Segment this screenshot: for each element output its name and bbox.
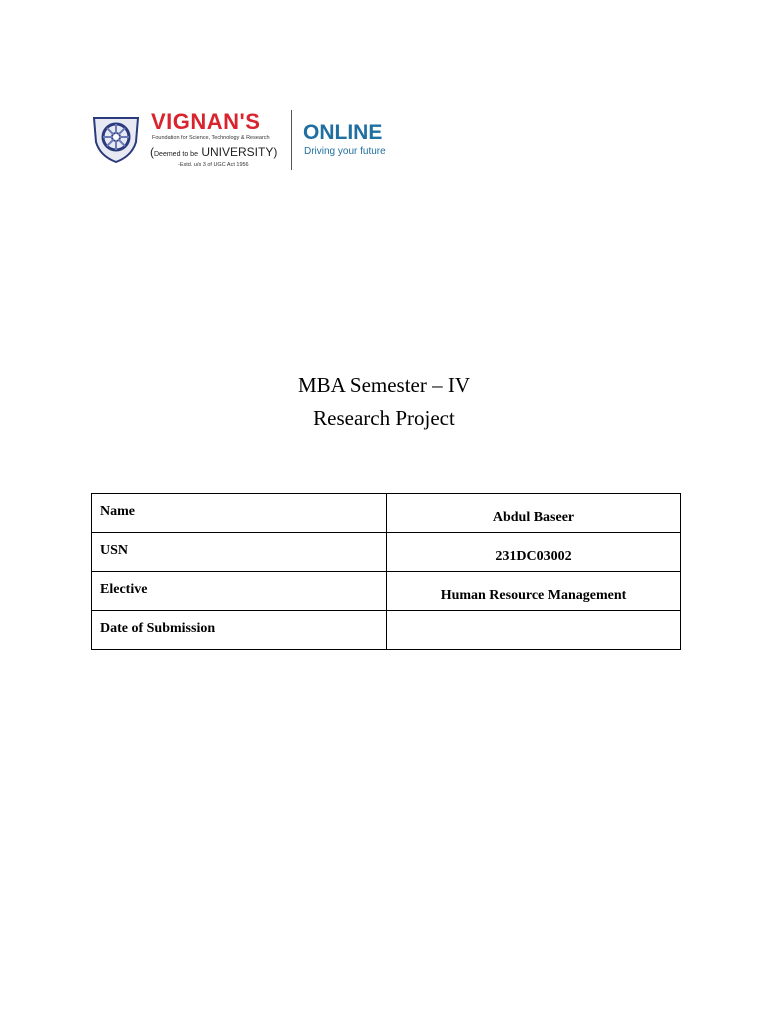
table-row: [92, 572, 681, 611]
document-title-project: Research Project: [313, 406, 455, 430]
table-row: [92, 494, 681, 533]
establishment-note: -Estd. u/s 3 of UGC Act 1956: [178, 162, 249, 168]
row-value-usn: 231DC03002: [387, 533, 681, 572]
university-seal-icon: [90, 112, 142, 164]
row-label-date: Date of Submission: [92, 611, 387, 650]
deemed-university-text: (Deemed to be UNIVERSITY): [150, 145, 278, 159]
document-title-semester: MBA Semester – IV: [297, 373, 471, 397]
row-value-date: [387, 611, 681, 650]
deemed-prefix: Deemed to be: [154, 151, 198, 158]
brand-tagline: Foundation for Science, Technology & Research: [152, 135, 270, 141]
logo-divider: [291, 110, 292, 170]
university-logo: [90, 108, 390, 174]
slogan: Driving your future: [304, 146, 386, 157]
table-row: [92, 611, 681, 650]
deemed-main: UNIVERSITY: [201, 145, 274, 159]
row-label-elective: Elective: [92, 572, 387, 611]
row-value-name: Abdul Baseer: [387, 494, 681, 533]
student-info-table: [91, 493, 681, 650]
online-label: ONLINE: [303, 121, 383, 144]
row-label-name: Name: [92, 494, 387, 533]
brand-name: VIGNAN'S: [151, 109, 261, 134]
row-label-usn: USN: [92, 533, 387, 572]
table-row: [92, 533, 681, 572]
row-value-elective: Human Resource Management: [387, 572, 681, 611]
